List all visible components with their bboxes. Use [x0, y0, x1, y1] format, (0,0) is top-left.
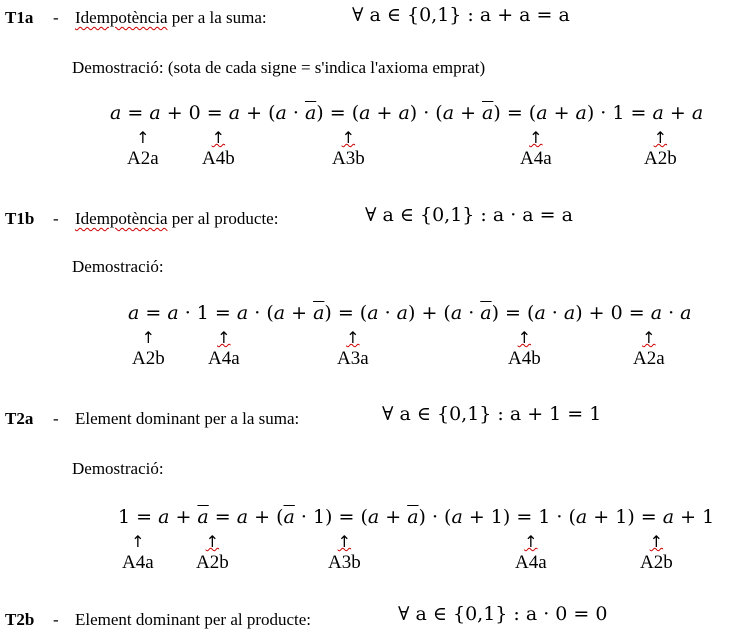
dash: - [53, 209, 59, 228]
axiom-marker: ↑ A2a [633, 328, 665, 369]
axiom-marker: ↑ A3b [332, 128, 365, 169]
theorem-label-t2b: T2b [5, 610, 35, 629]
axiom-marker: ↑ A2b [640, 532, 673, 573]
theorem-statement-t2b: ∀ a ∈ {0,1} : a · 0 = 0 [398, 603, 608, 625]
theorem-title-t2b: Element dominant per al producte: [75, 610, 312, 629]
theorem-label-t2a: T2a [5, 409, 34, 428]
demo-label-t2a: Demostració: [72, 459, 164, 478]
axiom-marker: ↑ A4b [508, 328, 541, 369]
equation-t1a: $a = a + 0 = a + (a \cdot \overline{a}) = (a + a) \cdot (a + \overline{a}) = (a + a) \cdot 1 = a + a$ [110, 102, 704, 124]
theorem-title-t1a: Idempotència per a la suma: [75, 8, 267, 27]
theorem-title-t2a: Element dominant per a la suma: [75, 409, 300, 428]
axiom-marker: ↑ A2b [644, 128, 677, 169]
demo-label-t1a: Demostració: (sota de cada signe = s'indica l'axioma emprat) [72, 58, 486, 77]
dash: - [53, 8, 59, 27]
axiom-marker: ↑ A2b [132, 328, 165, 369]
theorem-statement-t1b: ∀ a ∈ {0,1} : a · a = a [365, 204, 573, 226]
axiom-marker: ↑ A3b [328, 532, 361, 573]
theorem-title-t1b: Idempotència per al producte: [75, 209, 279, 228]
dash: - [53, 610, 59, 629]
theorem-statement-t2a: ∀ a ∈ {0,1} : a + 1 = 1 [382, 403, 602, 425]
demo-label-t1b: Demostració: [72, 257, 164, 276]
equation-t2a: $1 = a + \overline{a} = a + (\overline{a} \cdot 1) = (a + \overline{a}) \cdot (a + 1) = 1 \cdot (a + 1) = a + 1$ [118, 506, 715, 528]
dash: - [53, 409, 59, 428]
axiom-marker: ↑ A4b [202, 128, 235, 169]
equation-t1b: $a = a \cdot 1 = a \cdot (a + \overline{a}) = (a \cdot a) + (a \cdot \overline{a}) = (a \cdot a) + 0 = a \cdot a$ [128, 302, 692, 324]
axiom-marker: ↑ A3a [337, 328, 369, 369]
theorem-label-t1a: T1a [5, 8, 34, 27]
axiom-marker: ↑ A4a [122, 532, 154, 573]
theorem-statement-t1a: ∀ a ∈ {0,1} : a + a = a [352, 4, 570, 26]
axiom-marker: ↑ A4a [515, 532, 547, 573]
axiom-marker: ↑ A4a [520, 128, 552, 169]
axiom-marker: ↑ A4a [208, 328, 240, 369]
axiom-marker: ↑ A2b [196, 532, 229, 573]
axiom-marker: ↑ A2a [127, 128, 159, 169]
theorem-label-t1b: T1b [5, 209, 35, 228]
